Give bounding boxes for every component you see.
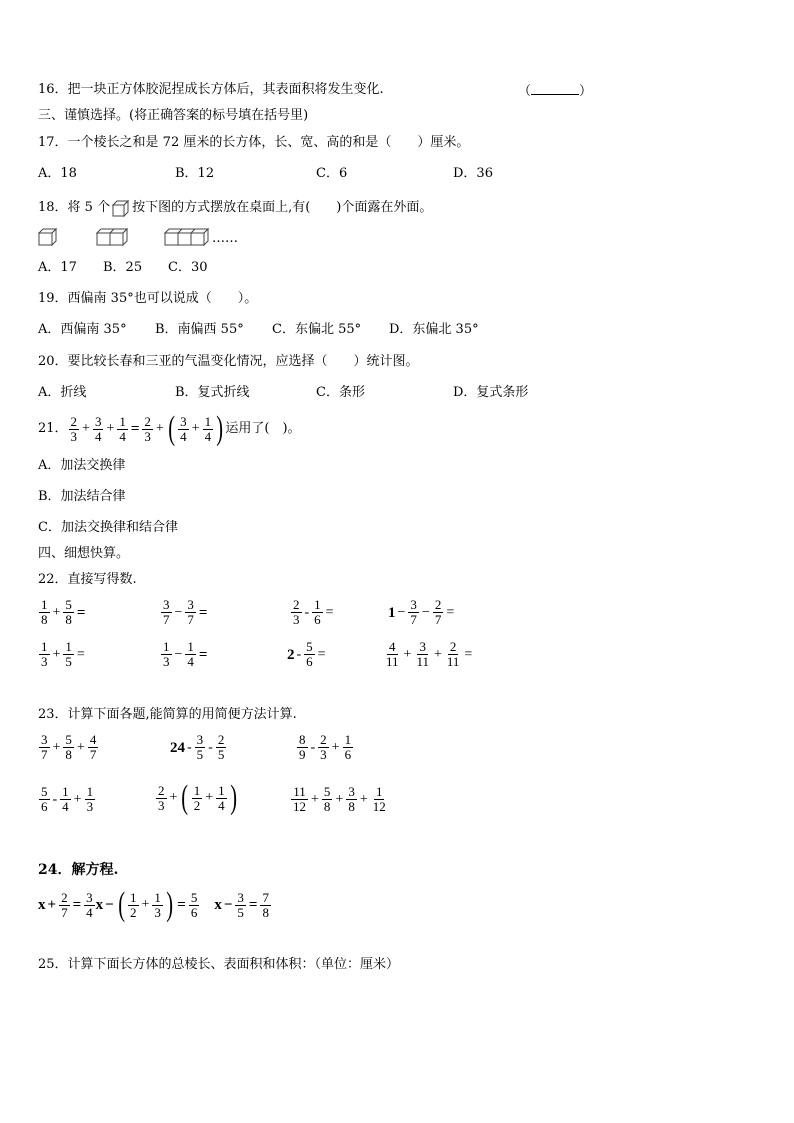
q22-item-1: $\frac{1}{8}$ + $\frac{5}{8}$ = bbox=[41, 597, 86, 627]
section-4-heading: 四、细想快算。 bbox=[38, 546, 130, 561]
q17-option-c[interactable]: C．6 bbox=[316, 166, 348, 181]
fraction: $\frac{5}{6}$ bbox=[306, 639, 313, 669]
fraction: $\frac{1}{3}$ bbox=[163, 639, 170, 669]
fraction: $\frac{4}{7}$ bbox=[89, 732, 97, 762]
q17-option-d[interactable]: D．36 bbox=[453, 166, 493, 181]
q23-item-4: $\frac{5}{6}$ - $\frac{1}{4}$ + $\frac{1}{3}$ bbox=[41, 784, 94, 814]
ellipsis: …… bbox=[212, 231, 238, 246]
fraction: $\frac{2}{5}$ bbox=[217, 732, 225, 762]
q19-option-d[interactable]: D．东偏北 35° bbox=[389, 322, 479, 337]
fraction: $\frac{3}{5}$ bbox=[237, 889, 244, 920]
q18-figure bbox=[38, 228, 238, 246]
question-20: 20．要比较长春和三亚的气温变化情况，应选择（ ）统计图。 bbox=[38, 354, 419, 369]
cube-icon bbox=[111, 198, 131, 218]
question-16: 16．把一块正方体胶泥捏成长方体后，其表面积将发生变化. bbox=[38, 82, 384, 97]
fraction: $\frac{5}{8}$ bbox=[65, 597, 72, 627]
fraction: $\frac{1}{4}$ bbox=[62, 784, 69, 814]
q23-item-6: $\frac{11}{12}$ + $\frac{5}{8}$ + $\frac{3}{8}$ + $\frac{1}{12}$ bbox=[293, 784, 386, 814]
q19-option-c[interactable]: C．东偏北 55° bbox=[272, 322, 362, 337]
fraction: $\frac{3}{8}$ bbox=[348, 784, 355, 814]
q20-option-b[interactable]: B．复式折线 bbox=[175, 385, 250, 400]
q18-option-a[interactable]: A．17 bbox=[38, 260, 77, 275]
fraction: $\frac{1}{12}$ bbox=[372, 784, 386, 814]
fraction: $\frac{3}{7}$ bbox=[187, 597, 194, 627]
fraction: $\frac{2}{3}$ bbox=[158, 782, 165, 813]
question-23: 23．计算下面各题,能简算的用简便方法计算. bbox=[38, 707, 297, 722]
q21-option-b[interactable]: B．加法结合律 bbox=[38, 489, 126, 504]
q20-option-c[interactable]: C．条形 bbox=[316, 385, 365, 400]
q18-option-c[interactable]: C．30 bbox=[168, 260, 208, 275]
q22-item-2: $\frac{3}{7}$ − $\frac{3}{7}$ = bbox=[163, 597, 208, 627]
cube-single-icon bbox=[38, 228, 60, 246]
question-22: 22．直接写得数. bbox=[38, 572, 137, 587]
q21-option-a[interactable]: A．加法交换律 bbox=[38, 458, 126, 473]
fraction: $\frac{2}{7}$ bbox=[434, 597, 442, 627]
q23-item-3: $\frac{8}{9}$ - $\frac{2}{3}$ + $\frac{1}{6}$ bbox=[299, 732, 352, 762]
q23-item-1: $\frac{3}{7}$ + $\frac{5}{8}$ + $\frac{4}{7}$ bbox=[41, 732, 97, 762]
fraction: $\frac{2}{7}$ bbox=[61, 889, 68, 920]
fraction: $\frac{3}{4}$ bbox=[180, 413, 187, 444]
fraction: $\frac{7}{8}$ bbox=[262, 889, 269, 920]
fraction: $\frac{3}{11}$ bbox=[416, 639, 429, 669]
fraction: $\frac{3}{7}$ bbox=[163, 597, 170, 627]
fraction: $\frac{2}{11}$ bbox=[446, 639, 460, 669]
q22-item-6: $\frac{1}{3}$ − $\frac{1}{4}$ = bbox=[163, 639, 208, 669]
q20-option-a[interactable]: A．折线 bbox=[38, 385, 87, 400]
fraction: $\frac{3}{7}$ bbox=[410, 597, 417, 627]
fraction: $\frac{1}{4}$ bbox=[119, 413, 126, 444]
q17-option-b[interactable]: B．12 bbox=[175, 166, 215, 181]
q22-item-8: $\frac{4}{11}$ + $\frac{3}{11}$ + $\frac{2}{11}$ = bbox=[386, 639, 473, 669]
fraction: $\frac{1}{2}$ bbox=[193, 782, 201, 813]
fraction: $\frac{5}{6}$ bbox=[190, 889, 198, 920]
q22-item-5: $\frac{1}{3}$ + $\frac{1}{5}$ = bbox=[41, 639, 85, 669]
fraction: $\frac{1}{3}$ bbox=[86, 784, 94, 814]
fraction: $\frac{3}{4}$ bbox=[86, 889, 93, 920]
fraction: $\frac{8}{9}$ bbox=[299, 732, 306, 762]
blank-line bbox=[531, 82, 579, 95]
question-21: 21． $\frac{2}{3}$ + $\frac{3}{4}$ + $\frac{1}{4}$ = $\frac{2}{3}$ + ( $\frac{3}{4}$ + $\frac{1}{4}$ ) 运用了( )。 bbox=[38, 410, 301, 447]
fraction: $\frac{11}{12}$ bbox=[293, 784, 306, 814]
q19-option-a[interactable]: A．西偏南 35° bbox=[38, 322, 127, 337]
fraction: $\frac{1}{3}$ bbox=[41, 639, 48, 669]
cube-row-two-icon bbox=[96, 228, 132, 246]
fraction: $\frac{5}{6}$ bbox=[41, 784, 48, 814]
cube-row-three-icon bbox=[164, 228, 212, 246]
fraction: $\frac{2}{3}$ bbox=[144, 413, 151, 444]
fraction: $\frac{2}{3}$ bbox=[293, 597, 300, 627]
fraction: $\frac{4}{11}$ bbox=[386, 639, 399, 669]
fraction: $\frac{5}{8}$ bbox=[323, 784, 331, 814]
fraction: $\frac{1}{8}$ bbox=[41, 597, 48, 627]
fraction: $\frac{1}{4}$ bbox=[218, 782, 225, 813]
fraction: $\frac{1}{3}$ bbox=[154, 889, 161, 920]
question-19: 19．西偏南 35°也可以说成（ ）。 bbox=[38, 291, 258, 306]
fraction: $\frac{3}{5}$ bbox=[196, 732, 204, 762]
q20-option-d[interactable]: D．复式条形 bbox=[453, 385, 529, 400]
q22-item-7: 2 - $\frac{5}{6}$ = bbox=[287, 639, 326, 669]
q21-option-c[interactable]: C．加法交换律和结合律 bbox=[38, 520, 178, 535]
q23-item-5: $\frac{2}{3}$ + ( $\frac{1}{2}$ + $\frac{1}{4}$ ) bbox=[158, 779, 237, 816]
question-24: 24．解方程. bbox=[38, 862, 119, 878]
section-3-heading: 三、谨慎选择。(将正确答案的标号填在括号里) bbox=[38, 108, 309, 123]
answer-blank-16[interactable]: （ ） bbox=[518, 84, 593, 99]
fraction: $\frac{5}{8}$ bbox=[65, 732, 72, 762]
question-25: 25．计算下面长方体的总棱长、表面积和体积：（单位：厘米） bbox=[38, 957, 400, 972]
fraction: $\frac{1}{4}$ bbox=[187, 639, 194, 669]
q22-item-4: 1 − $\frac{3}{7}$ − $\frac{2}{7}$ = bbox=[388, 597, 455, 627]
fraction: $\frac{3}{7}$ bbox=[41, 732, 48, 762]
q17-option-a[interactable]: A．18 bbox=[38, 166, 77, 181]
fraction: $\frac{1}{6}$ bbox=[314, 597, 321, 627]
q24-equations: x + $\frac{2}{7}$ = $\frac{3}{4}$ x − ( $\frac{1}{2}$ + $\frac{1}{3}$ ) = $\frac{5}{6}$ x − $\frac{3}{5}$ = $\frac{7}{8}$ bbox=[38, 886, 269, 923]
q22-item-3: $\frac{2}{3}$ - $\frac{1}{6}$ = bbox=[293, 597, 334, 627]
q23-item-2: 24 - $\frac{3}{5}$ - $\frac{2}{5}$ bbox=[170, 732, 225, 762]
fraction: $\frac{1}{2}$ bbox=[130, 889, 137, 920]
question-17: 17．一个棱长之和是 72 厘米的长方体，长、宽、高的和是（ ）厘米。 bbox=[38, 135, 470, 150]
fraction: $\frac{2}{3}$ bbox=[70, 413, 78, 444]
fraction: $\frac{1}{4}$ bbox=[204, 413, 212, 444]
fraction: $\frac{1}{5}$ bbox=[65, 639, 72, 669]
fraction: $\frac{1}{6}$ bbox=[344, 732, 352, 762]
fraction: $\frac{3}{4}$ bbox=[94, 413, 102, 444]
fraction: $\frac{2}{3}$ bbox=[320, 732, 327, 762]
question-18: 18．将 5 个 按下图的方式摆放在桌面上,有( )个面露在外面。 bbox=[38, 198, 432, 218]
q21-expression: $\frac{2}{3}$ + $\frac{3}{4}$ + $\frac{1}{4}$ = $\frac{2}{3}$ + ( $\frac{3}{4}$ + $\frac{1}{4}$ ) bbox=[70, 410, 224, 447]
q18-option-b[interactable]: B．25 bbox=[103, 260, 143, 275]
q19-option-b[interactable]: B．南偏西 55° bbox=[155, 322, 244, 337]
